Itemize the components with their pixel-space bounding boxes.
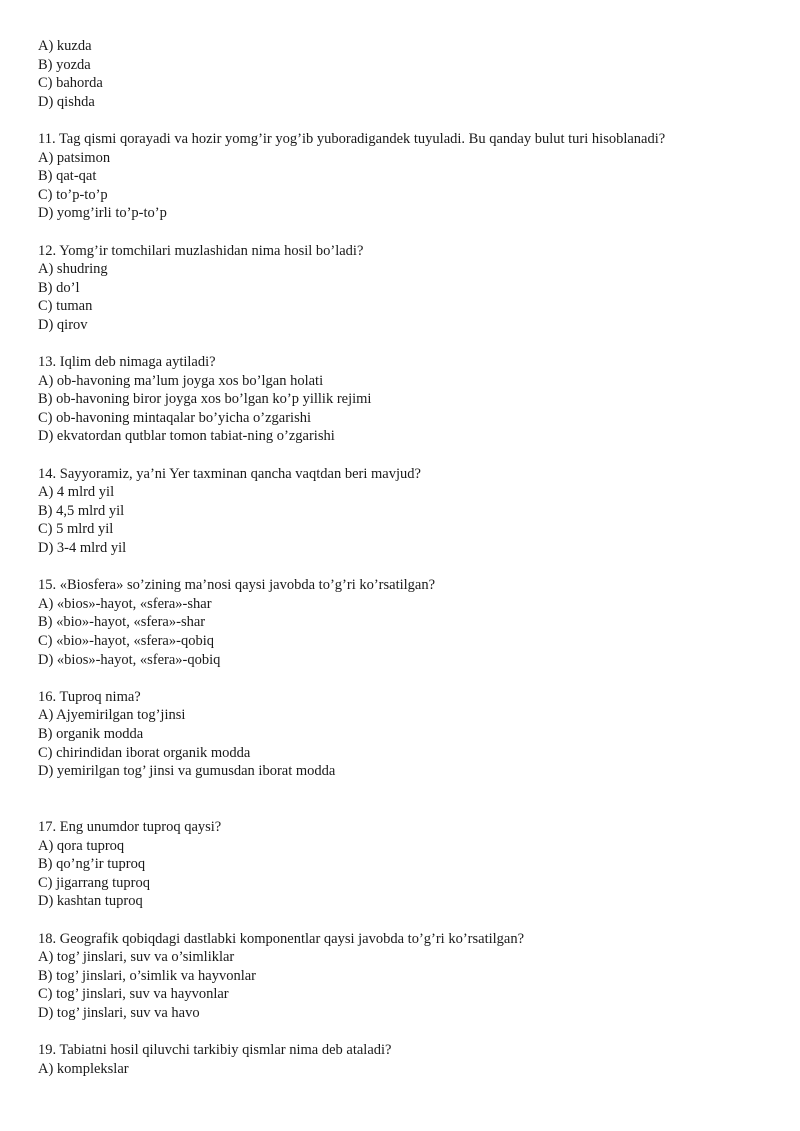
- option: A) tog’ jinslari, suv va o’simliklar: [38, 949, 235, 966]
- option: A) shudring: [38, 261, 108, 278]
- option: A) komplekslar: [38, 1060, 129, 1077]
- option: C) tuman: [38, 298, 93, 315]
- option: B) qo’ng’ir tuproq: [38, 856, 146, 873]
- question-10-options: [38, 37, 778, 111]
- question-16: [38, 688, 778, 781]
- option: D) yomg’irli to’p-to’p: [38, 205, 167, 222]
- question-18: [38, 930, 778, 1023]
- question-text: 14. Sayyoramiz, ya’ni Yer taxminan qancha vaqtdan beri mavjud?: [38, 465, 421, 482]
- option: D) yemirilgan tog’ jinsi va gumusdan iborat modda: [38, 763, 336, 780]
- question-13: [38, 353, 778, 446]
- question-15: [38, 576, 778, 669]
- option: C) tog’ jinslari, suv va hayvonlar: [38, 986, 229, 1003]
- question-17: [38, 818, 778, 911]
- option: B) qat-qat: [38, 168, 97, 185]
- question-14: [38, 465, 778, 558]
- option: B) yozda: [38, 56, 91, 73]
- option: D) qishda: [38, 93, 95, 110]
- question-11: [38, 130, 778, 223]
- option: B) organik modda: [38, 725, 144, 742]
- option: C) ob-havoning mintaqalar bo’yicha o’zgarishi: [38, 409, 312, 426]
- option: A) 4 mlrd yil: [38, 484, 115, 501]
- option: A) ob-havoning ma’lum joyga xos bo’lgan holati: [38, 372, 324, 389]
- option: A) patsimon: [38, 149, 111, 166]
- question-text: 15. «Biosfera» so’zining ma’nosi qaysi javobda to’g’ri ko’rsatilgan?: [38, 577, 436, 594]
- option: C) «bio»-hayot, «sfera»-qobiq: [38, 633, 214, 649]
- option: D) kashtan tuproq: [38, 893, 143, 910]
- option: D) tog’ jinslari, suv va havo: [38, 1004, 200, 1021]
- option: D) 3-4 mlrd yil: [38, 540, 127, 557]
- option: C) bahorda: [38, 75, 103, 92]
- question-text: 18. Geografik qobiqdagi dastlabki komponentlar qaysi javobda to’g’ri ko’rsatilgan?: [38, 930, 525, 947]
- question-text: 13. Iqlim deb nimaga aytiladi?: [38, 354, 216, 371]
- question-text: 11. Tag qismi qorayadi va hozir yomg’ir yog’ib yuboradigandek tuyuladi. Bu qanday bulut turi hisoblanadi?: [38, 130, 666, 147]
- option: B) tog’ jinslari, o’simlik va hayvonlar: [38, 967, 257, 984]
- question-text: 12. Yomg’ir tomchilari muzlashidan nima hosil bo’ladi?: [38, 242, 364, 259]
- question-text: 17. Eng unumdor tuproq qaysi?: [38, 818, 222, 835]
- option: A) Ajyemirilgan tog’jinsi: [38, 707, 186, 724]
- document-page: [38, 37, 778, 1097]
- option: C) jigarrang tuproq: [38, 874, 150, 891]
- question-text: 19. Tabiatni hosil qiluvchi tarkibiy qismlar nima deb ataladi?: [38, 1042, 392, 1059]
- option: A) kuzda: [38, 38, 92, 54]
- option: D) «bios»-hayot, «sfera»-qobiq: [38, 651, 221, 668]
- option: D) ekvatordan qutblar tomon tabiat-ning o’zgarishi: [38, 428, 335, 445]
- question-19: [38, 1041, 778, 1078]
- option: D) qirov: [38, 316, 88, 333]
- option: C) to’p-to’p: [38, 186, 108, 203]
- option: B) ob-havoning biror joyga xos bo’lgan ko’p yillik rejimi: [38, 391, 372, 408]
- option: A) qora tuproq: [38, 837, 125, 854]
- option: B) do’l: [38, 279, 80, 296]
- option: B) «bio»-hayot, «sfera»-shar: [38, 614, 206, 631]
- question-text: 16. Tuproq nima?: [38, 688, 141, 705]
- option: C) 5 mlrd yil: [38, 521, 114, 538]
- question-12: [38, 242, 778, 335]
- option: A) «bios»-hayot, «sfera»-shar: [38, 595, 212, 612]
- option: B) 4,5 mlrd yil: [38, 502, 125, 519]
- option: C) chirindidan iborat organik modda: [38, 744, 251, 761]
